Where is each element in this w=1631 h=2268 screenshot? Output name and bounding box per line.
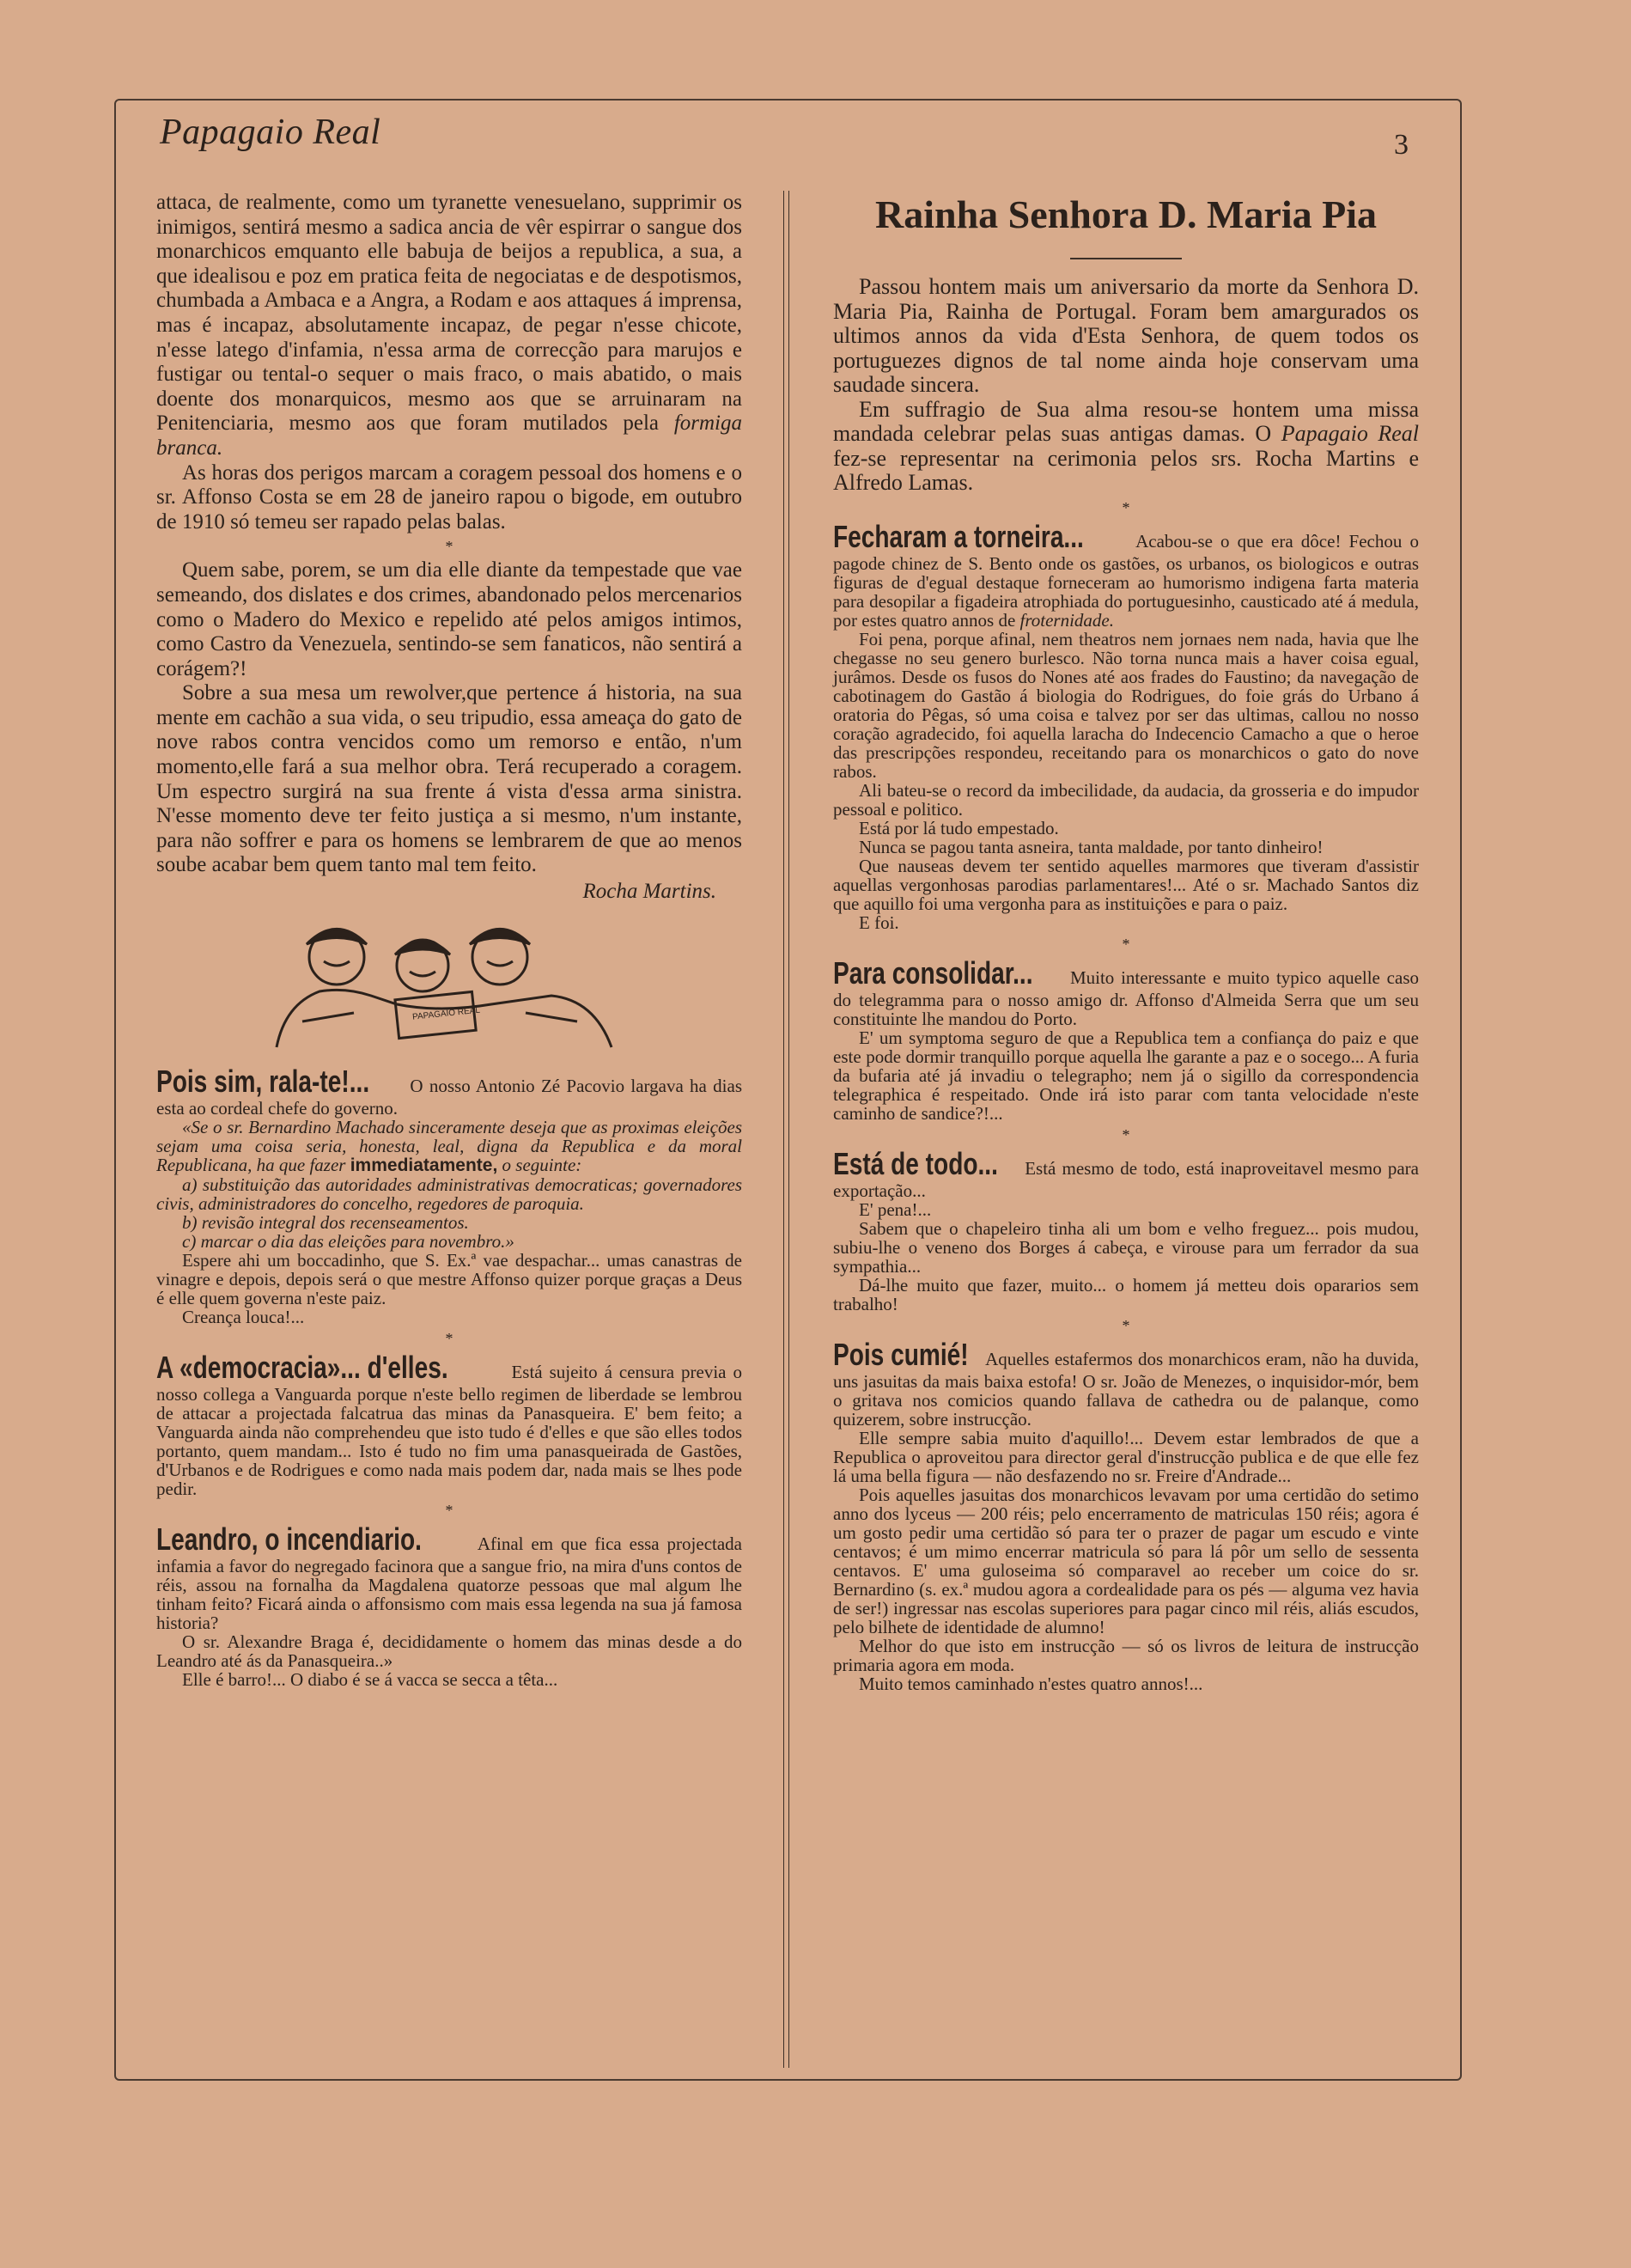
paragraph: Creança louca!... [182,1306,305,1327]
right-column [833,191,1419,1693]
separator: * [1122,1316,1130,1334]
illustration-three-figures [268,910,742,1056]
headline: Pois cumié! [833,1336,969,1372]
paragraph: Que nauseas devem ter sentido aquelles marmores que tiveram d'assistir aquellas vergonhosas parodias parlamentares!... Até o sr. Machado Santos diz que aquillo foi uma vergonha para as instituições e para o paiz. [833,855,1419,914]
headline: Para consolidar... [833,954,1033,991]
paragraph: Está por lá tudo empestado. [859,817,1059,838]
article-consolidar: Para consolidar... Muito interessante e muito typico aquelle caso do telegramma para o nosso amigo dr. Affonso d'Almeida Serra que um seu constituinte lhe mandou do Porto. [833,954,1419,1029]
article-pois-sim: Pois sim, rala-te!... O nosso Antonio Zé Pacovio largava ha dias esta ao cordeal chefe do governo. [156,1063,742,1119]
paragraph: Sabem que o chapeleiro tinha ali um bom e velho freguez... pois mudou, subiu-lhe o veneno dos Borges á cabeça, e virouse para um ferrador da sua sympathia... [833,1217,1419,1277]
paragraph: Quem sabe, porem, se um dia elle diante da tempestade que vae semeando, dos dislates e dos crimes, abandonado pelos mercenarios como o Madero do Mexico e repelido até pelos amigos intimos, como Castro da Venezuela, sentindo-se sem fanaticos, não sentirá a corágem?! [156,558,742,680]
separator: * [1122,935,1130,953]
cartoon-icon [268,910,637,1056]
quote: «Se o sr. Bernardino Machado sinceramente deseja que as proximas eleições sejam uma coisa seria, honesta, leal, digna da Republica e da moral Republicana, ha que fazer immediatamente, o seguinte: [156,1116,742,1175]
headline-rule [1070,258,1182,259]
paragraph: Passou hontem mais um aniversario da morte da Senhora D. Maria Pia, Rainha de Portugal. Foram bem amargurados os ultimos annos da vida d'Esta Senhora, de quem todos os portuguezes dignos de tal nome ainda hoje conservam uma saudade sincera. [833,274,1419,397]
article-leandro: Leandro, o incendiario. Afinal em que fica essa projectada infamia a favor do negregado facinora que a sangue frio, na mira d'uns contos de réis, assou na fornalha da Magdalena quatorze pessoas que mal algum lhe tinham feito? Ficará ainda o affonsismo com mais essa legenda na sua já famosa historia? [156,1521,743,1633]
paragraph: O sr. Alexandre Braga é, decididamente o homem das minas desde a do Leandro até ás da Panasqueira..» [156,1631,742,1671]
paragraph: Dá-lhe muito que fazer, muito... o homem já metteu dois opararios sem trabalho! [833,1274,1419,1314]
article-torneira: Fecharam a torneira... Acabou-se o que era dôce! Fechou o pagode chinez de S. Bento onde os gastões, os urbanos, os biologicos e outras figuras de d'egual destaque forneceram ao humorismo indigena farta materia para desopilar a figadeira atrophiada do portuguesinho, causticado até á medula, por estes quatro annos de froternidade. [833,518,1419,631]
main-headline: Rainha Senhora D. Maria Pia [875,192,1377,236]
paragraph: E' um symptoma seguro de que a Republica tem a confiança do paiz e que este pode dormir tranquillo porque aquella lhe garante a paz e o socego... A furia da bufaria até já invadiu o telegrapho; nem já o sigillo da correspondencia telegraphica é respeitado. Onde irá isto parar com tanta velocidade n'este caminho de sandice?!... [833,1027,1419,1124]
separator: * [445,1501,453,1519]
paragraph: Muito temos caminhado n'estes quatro annos!... [859,1673,1203,1694]
paragraph: Sobre a sua mesa um rewolver,que pertence á historia, na sua mente em cachão a sua vida, o seu tripudio, essa ameaça do gato de nove rabos contra vencidos como um remorso e então, n'um momento,elle fará a sua melhor obra. Terá recuperado a coragem. Um espectro surgirá na sua frente á vista d'essa arma sinistra. N'esse momento deve ter feito justiça a si mesmo, n'um instante, para não soffrer e para os homens se lembrarem de que ao menos soube acabar bem quem tanto mal tem feito. [156,681,742,877]
paragraph: Melhor do que isto em instrucção — só os livros de leitura de instrucção primaria agora em moda. [833,1635,1419,1675]
separator: * [1122,1125,1130,1143]
quote-item: b) revisão integral dos recenseamentos. [182,1211,469,1233]
page-number: 3 [1394,129,1409,161]
separator: * [445,1329,453,1347]
article-todo: Está de todo... Está mesmo de todo, está inaproveitavel mesmo para exportação... [833,1145,1419,1201]
column-divider [783,191,789,2068]
paragraph: E' pena!... [859,1198,932,1220]
paragraph: Nunca se pagou tanta asneira, tanta maldade, por tanto dinheiro! [859,836,1324,857]
svg-text:PAPAGAIO REAL: PAPAGAIO REAL [411,1005,481,1022]
headline: Leandro, o incendiario. [156,1521,422,1557]
paragraph: Elle é barro!... O diabo é se á vacca se secca a têta... [182,1668,558,1690]
headline: Está de todo... [833,1145,998,1181]
paragraph: Elle sempre sabia muito d'aquillo!... Devem estar lembrados de que a Republica o aproveitou para director geral d'instrucção publica e de que elle fez lá uma bella figura — não desfazendo no sr. Freire d'Andrade... [833,1427,1419,1486]
paragraph: Em suffragio de Sua alma resou-se hontem uma missa mandada celebrar pelas suas antigas damas. O Papagaio Real fez-se representar na cerimonia pelos srs. Rocha Martins e Alfredo Lamas. [833,396,1420,495]
article-democracia: A «democracia»... d'elles. Está sujeito á censura previa o nosso collega a Vanguarda porque n'este bello regimen de liberdade se lembrou de attacar a projectada falcatrua das minas da Panasqueira. E' bem feito; a Vanguarda ainda não comprehendeu que isto tudo é d'elles e que são elles todos portanto, quem mandam... Isto é tudo no fim uma panasqueirada de Gastões, d'Urbanos e de Rodrigues e como nada mais podem dar, nada mais se lhes pode pedir. [156,1349,742,1499]
signature: Rocha Martins. [582,880,716,904]
paragraph: Ali bateu-se o record da imbecilidade, da audacia, da grosseria e do impudor pessoal e politico. [833,779,1419,820]
quote-item: c) marcar o dia das eleições para novembro.» [182,1230,514,1252]
left-column [156,191,742,1689]
paragraph: attaca, de realmente, como um tyranette venesuelano, supprimir os inimigos, sentirá mesmo a sadica ancia de vêr espirrar o sangue dos monarchicos emquanto elle babuja de beijos a republica, a sua, a que idealisou e poz em pratica feita de negociatas e de despotismos, chumbada a Ambaca e a Angra, a Rodam e aos attaques á imprensa, mas é incapaz, absolutamente incapaz, de pegar n'esse chicote, n'esse latego d'infamia, n'essa arma de correcção para marujos e fustigar ou tental-o sequer o mais fraco, o mais abatido, o mais doente dos monarquicos, mesmo aos que se arruinaram na Penitenciaria, mesmo aos que foram mutilados pela formiga branca. [156,191,743,460]
headline: Fecharam a torneira... [833,518,1084,554]
paragraph: E foi. [859,911,899,933]
newspaper-title: Papagaio Real [160,113,381,152]
headline: A «democracia»... d'elles. [156,1349,448,1385]
paragraph: Pois aquelles jasuitas dos monarchicos levavam por uma certidão do setimo anno dos lyceus — 200 réis; pelo encerramento de matriculas 150 réis; agora é um gosto pedir uma certidão só para ter o prazer de pagar um escudo e vinte centavos; é um mimo encerrar matricula só para lá pôr um sello de sessenta centavos. E' uma guloseima só comparavel ao receber um coice do sr. Bernardino (s. ex.ª mudou agora a cordealidade para os pés — alguma vez havia de ser!) ingressar nas escolas superiores para pagar cinco mil réis, aliás escudos, pelo bilhete de identidade de alumno! [833,1484,1419,1637]
separator: * [1122,498,1130,516]
separator: * [445,538,453,556]
headline: Pois sim, rala-te!... [156,1063,370,1099]
paragraph: Foi pena, porque afinal, nem theatros nem jornaes nem nada, havia que lhe chegasse no seu genero burlesco. Não torna nunca mais a haver coisa egual, jurâmos. Desde os fusos do Nones até aos frades do Faustino; da navegação de cabotinagem do Gastão á biologia do Rodrigues, do foie grás do Urbano á oratoria do Pêgas, só uma coisa e talvez por ser das ultimas, callou no nosso coração agradecido, foi aquella laracha do Indecencio Camacho a que o heroe das prescripções respondeu, receitando para os monarchicos o gato do nove rabos. [833,628,1419,782]
article-cumie: Pois cumié! Aquelles estafermos dos monarchicos eram, não ha duvida, uns jasuitas da mais baixa estofa! O sr. João de Menezes, o inquisidor-mór, bem o gritava nos comicios quando fallava de cathedra ou de palanque, como quizerem, sobre instrucção. [833,1336,1419,1430]
paragraph: Espere ahi um boccadinho, que S. Ex.ª vae despachar... umas canastras de vinagre e depois, depois será o que mestre Affonso quizer porque graças a Deus é elle quem governa n'este paiz. [156,1249,742,1308]
quote-item: a) substituição das autoridades administrativas democraticas; governadores civis, administradores do concelho, regedores de paroquia. [156,1174,742,1214]
paragraph: As horas dos perigos marcam a coragem pessoal dos homens e o sr. Affonso Costa se em 28 de janeiro rapou o bigode, em outubro de 1910 só temeu ser rapado pelas balas. [156,460,742,533]
